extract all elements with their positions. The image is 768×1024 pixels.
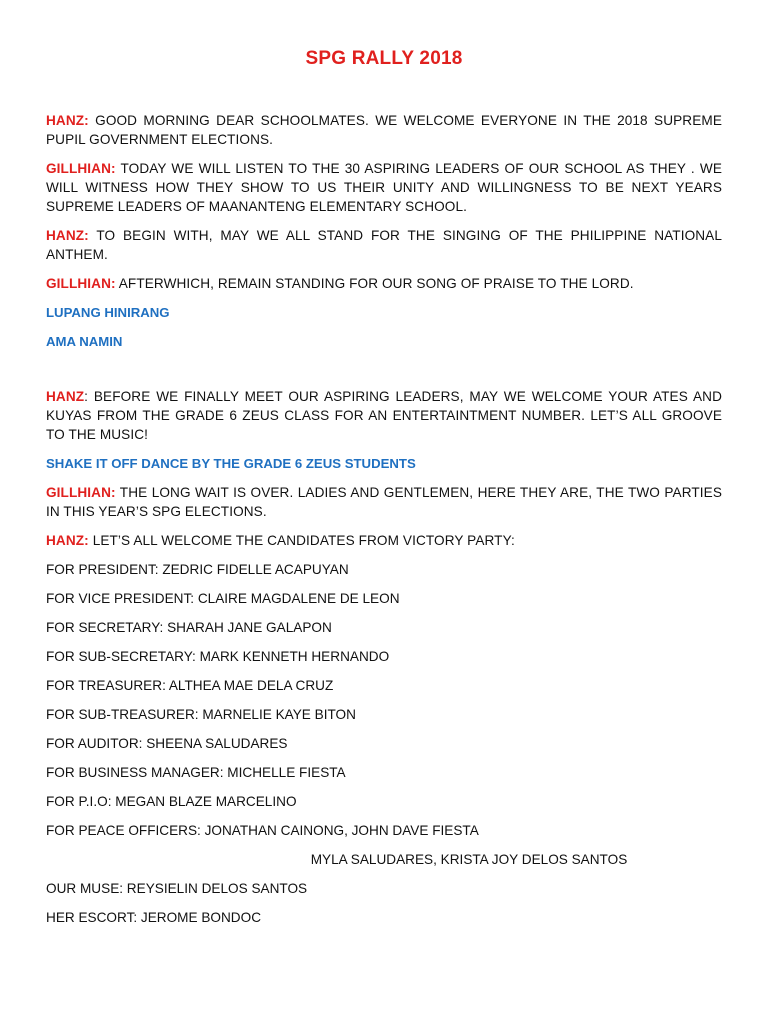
candidate-line: FOR PRESIDENT: ZEDRIC FIDELLE ACAPUYAN	[46, 562, 349, 577]
speaker-name: GILLHIAN:	[46, 276, 116, 291]
line-text: GOOD MORNING DEAR SCHOOLMATES. WE WELCOME EVERYONE IN THE 2018 SUPREME PUPIL GOVERNMENT ELECTIONS.	[46, 113, 722, 147]
script-line-5	[46, 387, 722, 444]
candidate-line: FOR TREASURER: ALTHEA MAE DELA CRUZ	[46, 678, 334, 693]
candidate-line-continued: MYLA SALUDARES, KRISTA JOY DELOS SANTOS	[310, 852, 628, 867]
program-cue: AMA NAMIN	[46, 334, 123, 349]
candidate-line: FOR AUDITOR: SHEENA SALUDARES	[46, 736, 288, 751]
speaker-name: HANZ:	[46, 533, 89, 548]
line-text: LET’S ALL WELCOME THE CANDIDATES FROM VICTORY PARTY:	[92, 533, 515, 548]
line-text: TODAY WE WILL LISTEN TO THE 30 ASPIRING LEADERS OF OUR SCHOOL AS THEY . WE WILL WITNESS HOW THEY SHOW TO US THEIR UNITY AND WILLINGNESS TO BE NEXT YEARS SUPREME LEADERS OF MAANANTENG ELEMENTARY SCHOOL.	[46, 161, 722, 214]
script-line-2	[46, 159, 722, 216]
candidate-line: FOR BUSINESS MANAGER: MICHELLE FIESTA	[46, 765, 346, 780]
page-title: SPG RALLY 2018	[305, 48, 463, 69]
candidate-line: FOR PEACE OFFICERS: JONATHAN CAINONG, JOHN DAVE FIESTA	[46, 823, 479, 838]
candidate-line: FOR P.I.O: MEGAN BLAZE MARCELINO	[46, 794, 297, 809]
escort-line: HER ESCORT: JEROME BONDOC	[46, 910, 262, 925]
line-text: THE LONG WAIT IS OVER. LADIES AND GENTLEMEN, HERE THEY ARE, THE TWO PARTIES IN THIS YEAR’S SPG ELECTIONS.	[46, 485, 722, 519]
script-line-4	[46, 274, 722, 293]
program-cue: SHAKE IT OFF DANCE BY THE GRADE 6 ZEUS STUDENTS	[46, 456, 416, 471]
line-text: AFTERWHICH, REMAIN STANDING FOR OUR SONG OF PRAISE TO THE LORD.	[118, 276, 634, 291]
candidate-line: FOR SUB-SECRETARY: MARK KENNETH HERNANDO	[46, 649, 390, 664]
script-line-6	[46, 483, 722, 521]
script-line-3	[46, 226, 722, 264]
speaker-name: HANZ:	[46, 113, 89, 128]
candidate-line: FOR SUB-TREASURER: MARNELIE KAYE BITON	[46, 707, 356, 722]
muse-line: OUR MUSE: REYSIELIN DELOS SANTOS	[46, 881, 308, 896]
speaker-name: HANZ	[46, 389, 85, 404]
speaker-name: GILLHIAN:	[46, 161, 116, 176]
candidate-line: FOR SECRETARY: SHARAH JANE GALAPON	[46, 620, 332, 635]
speaker-name: GILLHIAN:	[46, 485, 116, 500]
candidate-line: FOR VICE PRESIDENT: CLAIRE MAGDALENE DE LEON	[46, 591, 400, 606]
script-line-7	[46, 531, 722, 550]
script-line-1	[46, 111, 722, 149]
line-text: : BEFORE WE FINALLY MEET OUR ASPIRING LEADERS, MAY WE WELCOME YOUR ATES AND KUYAS FROM THE GRADE 6 ZEUS CLASS FOR AN ENTERTAINTMENT NUMBER. LET’S ALL GROOVE TO THE MUSIC!	[46, 389, 722, 442]
line-text: TO BEGIN WITH, MAY WE ALL STAND FOR THE SINGING OF THE PHILIPPINE NATIONAL ANTHEM.	[46, 228, 722, 262]
speaker-name: HANZ:	[46, 228, 89, 243]
program-cue: LUPANG HINIRANG	[46, 305, 170, 320]
